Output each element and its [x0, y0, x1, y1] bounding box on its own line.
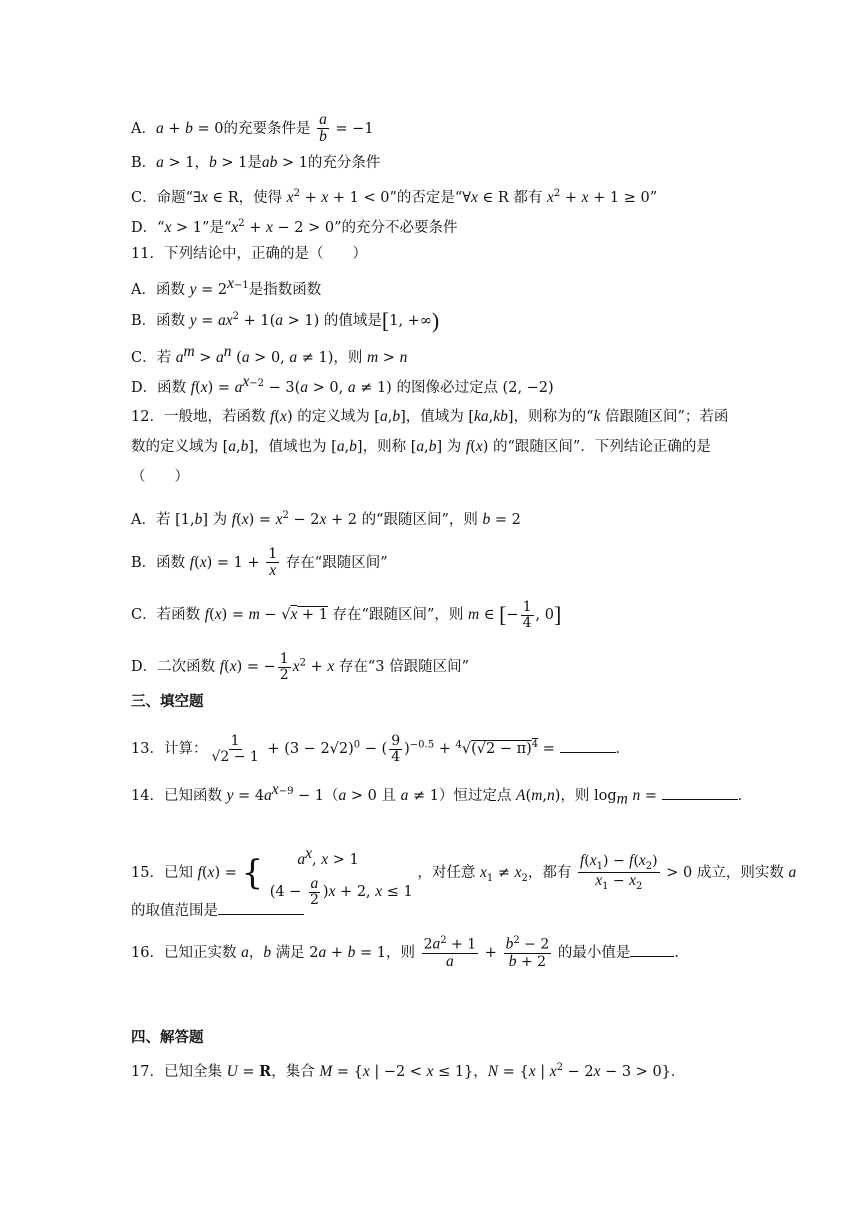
question-15-continued: 的取值范围是: [131, 900, 304, 921]
question-17: 17．已知全集 U = R，集合 M = {x | −2 < x ≤ 1}，N = {x | $x^2 - 2x - 3 > 0$}．: [131, 1062, 686, 1080]
option-12-d: D．二次函数 f(x) = − $\frac{1}{2}$ $x^2 + x$ 存在“3 倍跟随区间”: [131, 651, 470, 683]
option-11-c: C．若 $a^m > a^n$ (a > 0, a ≠ 1)，则 m > n: [131, 343, 408, 366]
option-10-c: C．命题“∃x ∈ R，使得 $x^2 + x + 1 < 0$”的否定是“∀x ∈ R 都有 $x^2 + x + 1 \ge 0$”: [131, 188, 658, 206]
question-13: 13．计算： $\frac{1}{√2 - 1}$ + $(3 - 2√2)^0$ − ( $\frac{9}{4}$ )$^{-0.5} + ^4√(√2 - \pi)^4$ = ．: [131, 733, 631, 765]
question-14: 14．已知函数 $y = 4a^{x-9} - 1(a > 0$ 且 a ≠ 1）恒过定点 A(m,n)，则 $\log_m n$ = ．: [131, 781, 753, 808]
option-10-b: B．a > 1，b > 1是ab > 1的充分条件: [131, 154, 381, 171]
option-12-b: B．函数 f(x) = 1 + $\frac{1}{x}$ 存在“跟随区间”: [131, 546, 388, 579]
question-16: 16．已知正实数 a，b 满足 2a + b = 1，则 $\frac{2a^2 + 1}{a}$ + $\frac{b^2 - 2}{b + 2}$ 的最小值是 ．: [131, 935, 689, 970]
section-answer: 四、解答题: [131, 1030, 204, 1046]
question-11: 11．下列结论中，正确的是（ ）: [131, 246, 367, 262]
option-10-d: D．“x > 1”是“$x^2 + x - 2 > 0$”的充分不必要条件: [131, 218, 458, 236]
question-15: 15．已知 f(x) = { $a^x$, x > 1 (4 − $\frac{a}{2}$ )x + 2, x ≤ 1 ，对任意 $x_1 \ne x_2$，都有 $\frac{f(x_1) - f(x_2)}{x_1 - x_2}$ > 0 成立，则实数 a: [131, 845, 797, 909]
section-fill-in: 三、填空题: [131, 694, 204, 710]
option-11-d: D．函数 $f(x) = a^{x-2} - 3(a > 0$, a ≠ 1) 的图像必过定点 (2, −2): [131, 373, 554, 396]
option-12-c: C．若函数 f(x) = m − √x + 1 存在“跟随区间”，则 m ∈ [− $\frac{1}{4}$ , 0]: [131, 599, 562, 631]
option-11-b: B．函数 $y = ax^2 + 1(a > 1)$ 的值域是[1, +∞): [131, 307, 440, 333]
option-12-a: A．若 [1,b] 为 $f(x) = x^2 - 2x + 2$ 的“跟随区间”，则 b = 2: [131, 510, 521, 528]
option-11-a: A．函数 $y = 2^{x-1}$是指数函数: [131, 275, 322, 298]
option-10-a: A．a + b = 0的充要条件是 $\frac{a}{b}$ = −1: [131, 111, 374, 146]
question-12: 12．一般地，若函数 f(x) 的定义域为 [a,b]，值域为 [ka,kb]，则称为的“k 倍跟随区间”；若函数的定义域为 [a,b]，值域也为 [a,b]，则称 [a,b] 为 f(x) 的“跟随区间”．下列结论正确的是（ ）: [131, 408, 729, 485]
